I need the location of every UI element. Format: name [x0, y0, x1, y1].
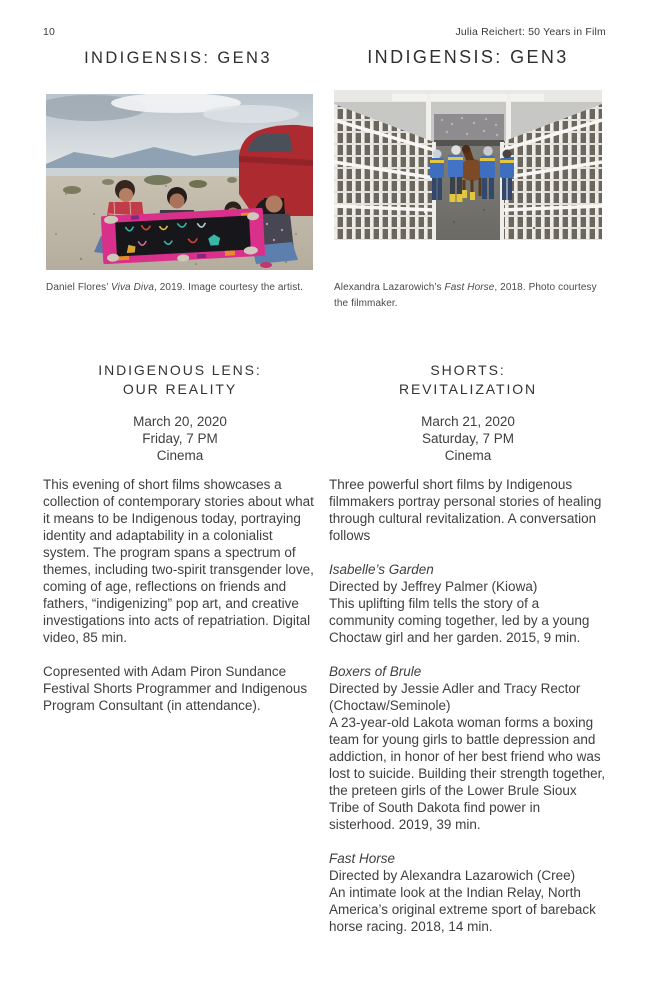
program-shorts-revitalization: [329, 361, 607, 952]
caption-film-title: Fast Horse: [444, 282, 495, 293]
program-schedule: [43, 413, 317, 464]
film-credit: Directed by Alexandra Lazarowich (Cree): [329, 868, 576, 883]
film-title: Isabelle’s Garden: [329, 562, 434, 577]
program-title: [329, 361, 607, 399]
right-column-heading: INDIGENSIS: GEN3: [367, 47, 569, 67]
program-venue: Cinema: [444, 448, 492, 463]
program-date: March 21, 2020: [421, 414, 515, 429]
film-entry-boxers-of-brule: [329, 663, 607, 833]
program-venue: Cinema: [156, 448, 204, 463]
program-copresented-note: Copresented with Adam Piron Sundance Festival Shorts Programmer and Indigenous Program Consultant (in attendance).: [43, 664, 308, 713]
fast-horse-photo: [334, 90, 602, 240]
caption-film-title: Viva Diva: [111, 282, 155, 293]
program-title-line2: OUR REALITY: [122, 381, 238, 397]
program-indigenous-lens: [43, 361, 317, 731]
program-description: [329, 476, 607, 935]
film-entry-fast-horse: [329, 850, 607, 935]
program-title-line1: INDIGENOUS LENS:: [98, 362, 262, 378]
caption-pre: Daniel Flores’: [46, 282, 112, 293]
left-column-heading: INDIGENSIS: GEN3: [84, 49, 272, 67]
film-title: Fast Horse: [329, 851, 396, 866]
program-title-line2: REVITALIZATION: [398, 381, 538, 397]
film-credit: Directed by Jeffrey Palmer (Kiowa): [329, 579, 538, 594]
viva-diva-photo: [46, 94, 313, 270]
caption-post: , 2019. Image courtesy the artist.: [154, 282, 304, 293]
film-description: An intimate look at the Indian Relay, North America’s original extreme sport of bareback horse racing. 2018, 14 min.: [329, 885, 596, 934]
program-intro: Three powerful short films by Indigenous filmmakers portray personal stories of healing through cultural revitalization. A conversation follows: [329, 477, 602, 543]
running-title: Julia Reichert: 50 Years in Film: [455, 26, 606, 38]
program-paragraph: This evening of short films showcases a collection of contemporary stories about what it means to be Indigenous today, portraying identity and adaptability in a colonialist system. The program spans a spectrum of themes, including two-spirit transgender love, coming of age, reflections on friends and fathers, “indigenizing” pop art, and creative investigations into acts of repatriation. Digital video, 85 min.: [43, 477, 314, 645]
program-day-time: Saturday, 7 PM: [421, 431, 515, 446]
film-entry-isabelles-garden: [329, 561, 607, 646]
film-description: This uplifting film tells the story of a community coming together, led by a young Choctaw girl and her garden. 2015, 9 min.: [329, 596, 590, 645]
fast-horse-caption: [334, 280, 602, 312]
program-schedule: [329, 413, 607, 464]
film-title: Boxers of Brule: [329, 664, 422, 679]
viva-diva-caption: [46, 280, 313, 296]
caption-post: , 2018. Photo courtesy the filmmaker.: [334, 282, 597, 309]
film-description: A 23-year-old Lakota woman forms a boxing team for young girls to battle depression and addiction, in honor of her best friend who was lost to suicide. Building their strength together, the preteen girls of the Lower Brule Sioux Tribe of South Dakota find power in sisterhood. 2019, 39 min.: [329, 715, 606, 832]
film-credit: Directed by Jessie Adler and Tracy Rector (Choctaw/Seminole): [329, 681, 581, 713]
program-description: [43, 476, 317, 714]
caption-pre: Alexandra Lazarowich’s: [334, 282, 445, 293]
program-title: [43, 361, 317, 399]
program-day-time: Friday, 7 PM: [142, 431, 218, 446]
program-title-line1: SHORTS:: [430, 362, 506, 378]
page-number: 10: [43, 26, 56, 38]
program-date: March 20, 2020: [133, 414, 227, 429]
